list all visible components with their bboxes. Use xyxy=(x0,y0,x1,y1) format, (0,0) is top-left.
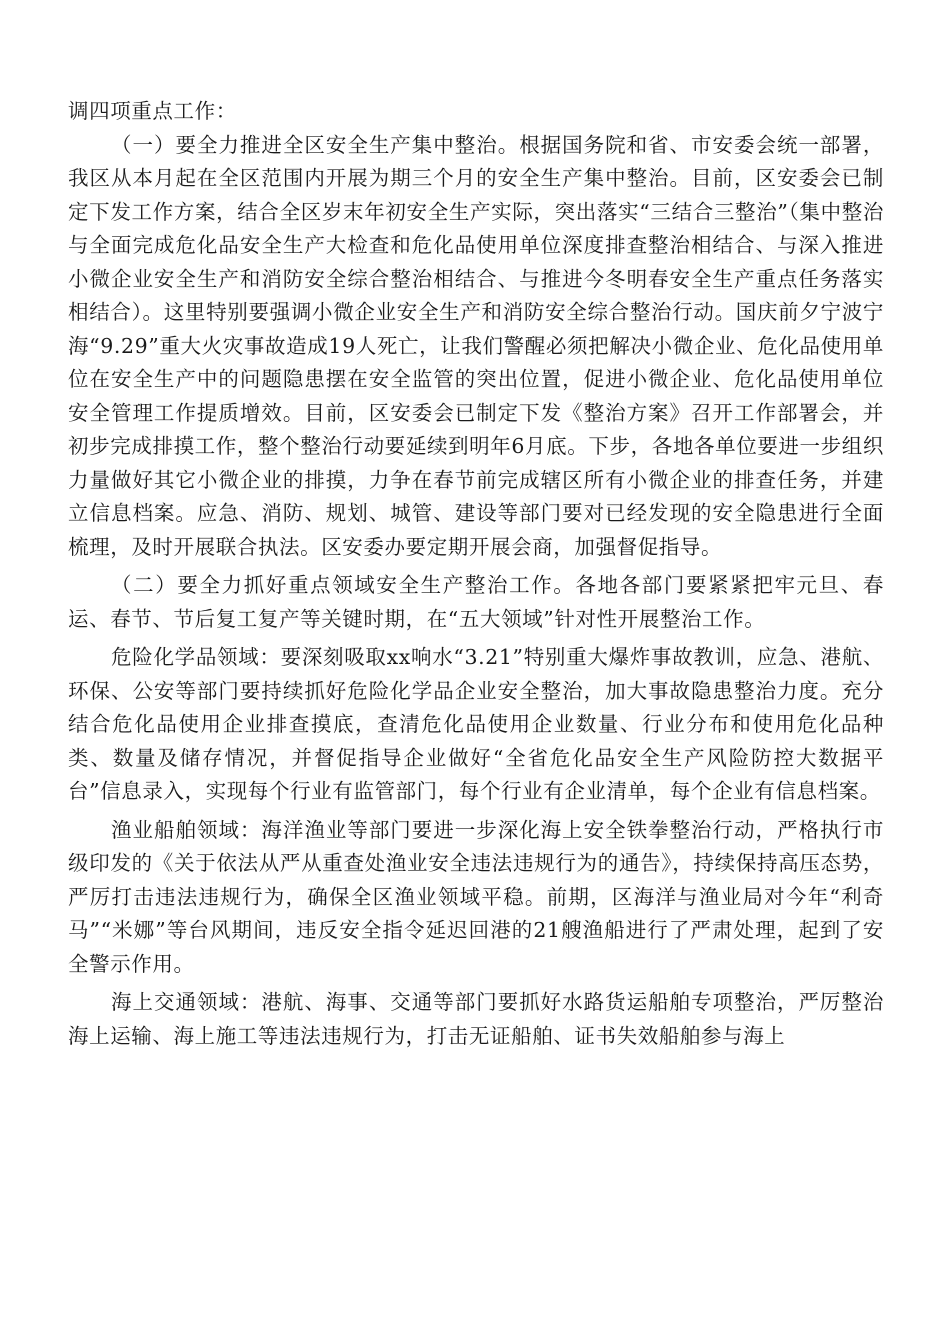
paragraph-hazardous-chemicals: 危险化学品领域：要深刻吸取xx响水“3.21”特别重大爆炸事故教训，应急、港航、环保、公安等部门要持续抓好危险化学品企业安全整治，加大事故隐患整治力度。充分结合危化品使用企业排查摸底，查清危化品使用企业数量、行业分布和使用危化品种类、数量及储存情况，并督促指导企业做好“全省危化品安全生产风险防控大数据平台”信息录入，实现每个行业有监管部门，每个行业有企业清单，每个企业有信息档案。 xyxy=(68,645,884,803)
paragraph-fishing-vessels: 渔业船舶领域：海洋渔业等部门要进一步深化海上安全铁拳整治行动，严格执行市级印发的《关于依法从严从重查处渔业安全违法违规行为的通告》，持续保持高压态势，严厉打击违法违规行为，确保全区渔业领域平稳。前期，区海洋与渔业局对今年“利奇马”“米娜”等台风期间，违反安全指令延迟回港的21艘渔船进行了严肃处理，起到了安全警示作用。 xyxy=(68,817,884,976)
document-body xyxy=(68,95,884,1053)
paragraph-section-two: （二）要全力抓好重点领域安全生产整治工作。各地各部门要紧紧把牢元旦、春运、春节、节后复工复产等关键时期，在“五大领域”针对性开展整治工作。 xyxy=(68,573,884,631)
paragraph-maritime-traffic: 海上交通领域：港航、海事、交通等部门要抓好水路货运船舶专项整治，严厉整治海上运输、海上施工等违法违规行为，打击无证船舶、证书失效船舶参与海上 xyxy=(68,990,884,1048)
paragraph-section-one: （一）要全力推进全区安全生产集中整治。根据国务院和省、市安委会统一部署，我区从本月起在全区范围内开展为期三个月的安全生产集中整治。目前，区安委会已制定下发工作方案，结合全区岁末年初安全生产实际，突出落实“三结合三整治”（集中整治与全面完成危化品安全生产大检查和危化品使用单位深度排查整治相结合、与深入推进小微企业安全生产和消防安全综合整治相结合、与推进今冬明春安全生产重点任务落实相结合）。这里特别要强调小微企业安全生产和消防安全综合整治行动。国庆前夕宁波宁海“9.29”重大火灾事故造成19人死亡，让我们警醒必须把解决小微企业、危化品使用单位在安全生产中的问题隐患摆在安全监管的突出位置，促进小微企业、危化品使用单位安全管理工作提质增效。目前，区安委会已制定下发《整治方案》召开工作部署会，并初步完成排摸工作，整个整治行动要延续到明年6月底。下步，各地各单位要进一步组织力量做好其它小微企业的排摸，力争在春节前完成辖区所有小微企业的排查任务，并建立信息档案。应急、消防、规划、城管、建设等部门要对已经发现的安全隐患进行全面梳理，及时开展联合执法。区安委办要定期开展会商，加强督促指导。 xyxy=(68,132,884,559)
paragraph-intro-continuation: 调四项重点工作： xyxy=(68,99,237,123)
